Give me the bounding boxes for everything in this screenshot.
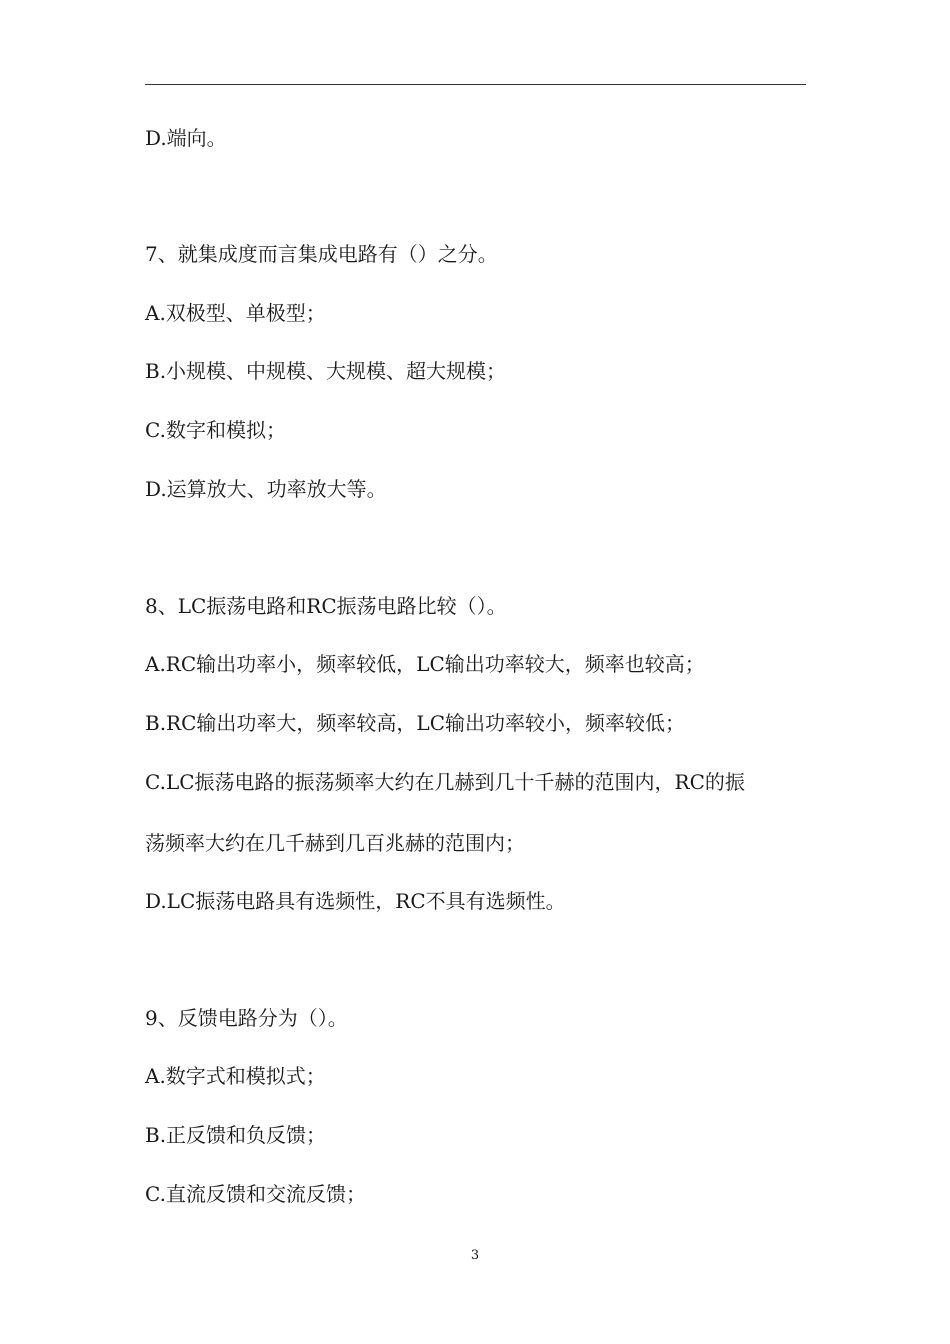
page-number: 3: [470, 1248, 480, 1263]
text-line: D.端向。: [145, 126, 227, 150]
question-8: 8、LC振荡电路和RC振荡电路比较（）。: [145, 594, 507, 618]
option-8b: B.RC输出功率大，频率较高，LC输出功率较小，频率较低；: [145, 711, 685, 735]
option-7c: C.数字和模拟；: [145, 418, 286, 442]
option-7b: B.小规模、中规模、大规模、超大规模；: [145, 359, 507, 383]
option-9a: A.数字式和模拟式；: [145, 1064, 326, 1088]
option-7d: D.运算放大、功率放大等。: [145, 477, 387, 501]
option-9c: C.直流反馈和交流反馈；: [145, 1182, 366, 1206]
option-8a: A.RC输出功率小，频率较低，LC输出功率较大，频率也较高；: [145, 652, 705, 676]
header-rule: [145, 84, 806, 85]
option-8c-continued: 荡频率大约在几千赫到几百兆赫的范围内；: [145, 831, 525, 855]
option-9b: B.正反馈和负反馈；: [145, 1123, 327, 1147]
option-8c: C.LC振荡电路的振荡频率大约在几赫到几十千赫的范围内，RC的振: [145, 770, 745, 794]
option-8d: D.LC振荡电路具有选频性，RC不具有选频性。: [145, 889, 566, 913]
question-9: 9、反馈电路分为（）。: [145, 1006, 348, 1030]
question-7: 7、就集成度而言集成电路有（）之分。: [145, 242, 498, 266]
option-7a: A.双极型、单极型；: [145, 301, 326, 325]
